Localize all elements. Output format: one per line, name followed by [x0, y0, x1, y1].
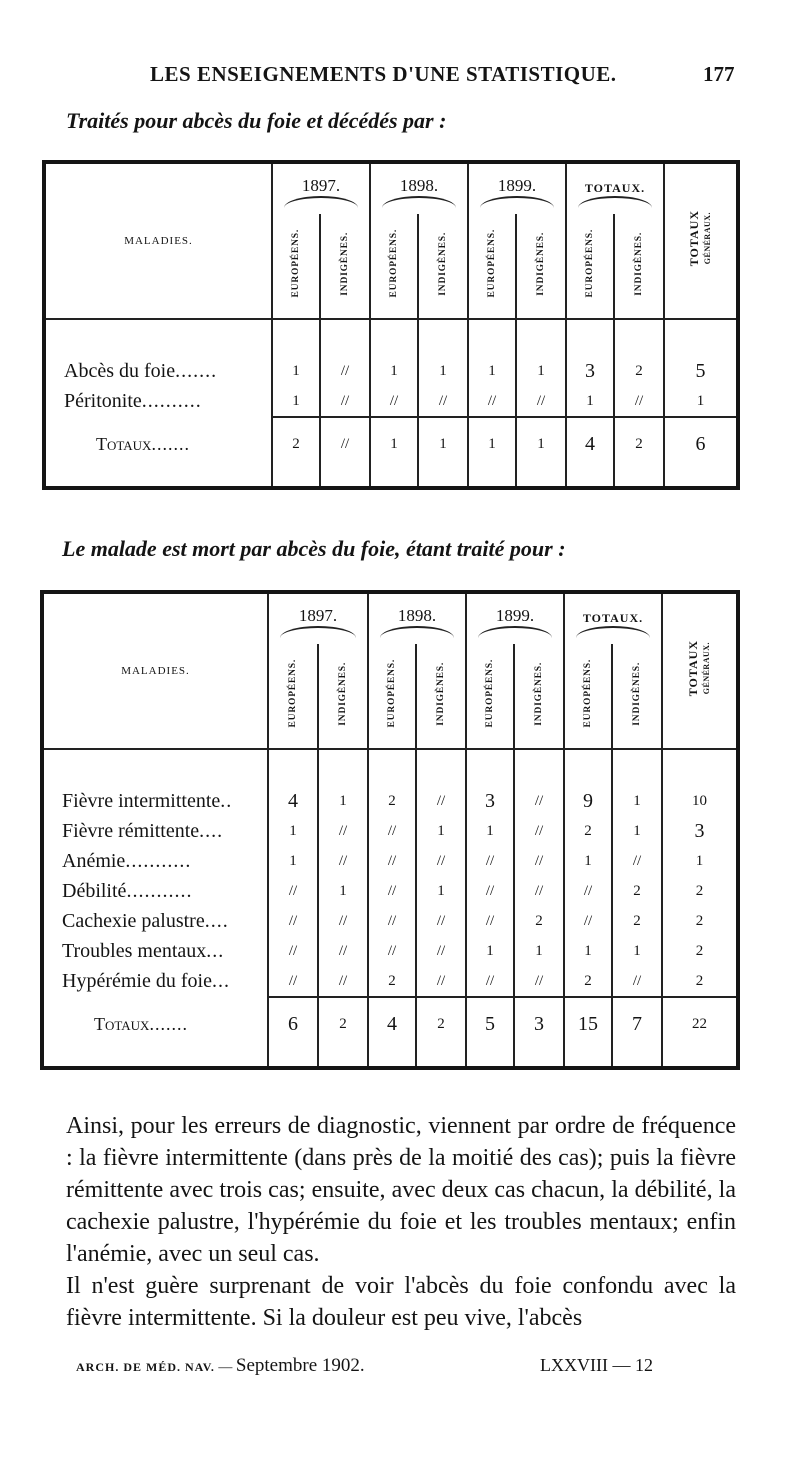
page-footer — [0, 1355, 800, 1385]
year-header: 1897. — [268, 592, 368, 644]
table-row: Troubles mentaux... // // // // 1 1 1 1 2 — [42, 936, 738, 966]
footer-volume: LXXVIII — 12 — [540, 1355, 653, 1375]
body-text — [66, 1110, 736, 1334]
table-1 — [42, 160, 740, 490]
maladies-header: MALADIES. — [121, 665, 190, 677]
year-header: 1898. — [370, 162, 468, 214]
footer-citation — [76, 1355, 365, 1377]
table-row: Débilité........... // 1 // 1 // // // 2 2 — [42, 876, 738, 906]
subcol-europeens: EUROPÉENS. — [387, 659, 397, 728]
subcol-europeens: EUROPÉENS. — [487, 229, 497, 298]
subcol-europeens: EUROPÉENS. — [485, 659, 495, 728]
brace-mark — [576, 626, 651, 638]
subcol-indigenes: INDIGÈNES. — [534, 661, 544, 726]
table-2-caption: Le malade est mort par abcès du foie, étant traité pour : — [62, 536, 566, 561]
subcol-indigenes: INDIGÈNES. — [436, 661, 446, 726]
brace-mark — [478, 626, 553, 638]
year-header: 1899. — [466, 592, 564, 644]
maladies-header: MALADIES. — [124, 235, 193, 247]
subcol-indigenes: INDIGÈNES. — [438, 231, 448, 296]
totals-row: Totaux....... 2 // 1 1 1 1 4 2 6 — [44, 418, 738, 470]
year-header: 1899. — [468, 162, 566, 214]
subcol-europeens: EUROPÉENS. — [291, 229, 301, 298]
paragraph: Il n'est guère surprenant de voir l'abcès du foie confondu avec la fièvre intermittente. Si la douleur est peu vive, l'abcès — [66, 1273, 736, 1331]
brace-mark — [280, 626, 356, 638]
table-row: Abcès du foie....... 1 // 1 1 1 1 3 2 5 — [44, 356, 738, 386]
running-head — [0, 62, 800, 92]
grand-total-header: TOTAUX GÉNÉRAUX. — [662, 592, 738, 749]
year-header: 1898. — [368, 592, 466, 644]
brace-mark — [284, 196, 359, 208]
brace-mark — [480, 196, 555, 208]
subcol-indigenes: INDIGÈNES. — [634, 231, 644, 296]
subcol-europeens: EUROPÉENS. — [585, 229, 595, 298]
footer-date: Septembre 1902. — [235, 1355, 365, 1376]
page-number: 177 — [703, 62, 735, 86]
footer-dash: — — [218, 1360, 233, 1375]
subcol-indigenes: INDIGÈNES. — [340, 231, 350, 296]
totaux-header: TOTAUX. — [566, 162, 664, 214]
table-row: Cachexie palustre.... // // // // // 2 // 2 2 — [42, 906, 738, 936]
table-row: Fièvre rémittente.... 1 // // 1 1 // 2 1 3 — [42, 816, 738, 846]
brace-mark — [382, 196, 457, 208]
table-row: Péritonite.......... 1 // // // // // 1 // 1 — [44, 386, 738, 417]
year-header: 1897. — [272, 162, 370, 214]
table-1-caption: Traités pour abcès du foie et décédés par : — [66, 108, 447, 133]
paragraph: Ainsi, pour les erreurs de diagnostic, viennent par ordre de fréquence : la fièvre intermittente (dans près de la moitié des cas); puis la fièvre rémittente avec trois cas; ensuite, avec deux cas chacun, la débilité, la cachexie palustre, l'hypérémie du foie et les troubles mentaux; enfin l'anémie, avec un seul cas. — [66, 1113, 736, 1267]
table-row: Fièvre intermittente.. 4 1 2 // 3 // 9 1 10 — [42, 786, 738, 816]
table-row: Hypérémie du foie... // // 2 // // // 2 // 2 — [42, 966, 738, 997]
subcol-indigenes: INDIGÈNES. — [536, 231, 546, 296]
totals-row: Totaux....... 6 2 4 2 5 3 15 7 22 — [42, 998, 738, 1050]
brace-mark — [578, 196, 653, 208]
table-row: Anémie........... 1 // // // // // 1 // 1 — [42, 846, 738, 876]
grand-total-header: TOTAUX GÉNÉRAUX. — [664, 162, 738, 319]
subcol-indigenes: INDIGÈNES. — [632, 661, 642, 726]
totaux-header: TOTAUX. — [564, 592, 662, 644]
table-2 — [40, 590, 740, 1070]
running-title: LES ENSEIGNEMENTS D'UNE STATISTIQUE. — [150, 62, 617, 86]
subcol-europeens: EUROPÉENS. — [389, 229, 399, 298]
footer-journal: ARCH. DE MÉD. NAV. — [76, 1360, 215, 1374]
brace-mark — [380, 626, 455, 638]
subcol-europeens: EUROPÉENS. — [288, 659, 298, 728]
subcol-indigenes: INDIGÈNES. — [338, 661, 348, 726]
subcol-europeens: EUROPÉENS. — [583, 659, 593, 728]
